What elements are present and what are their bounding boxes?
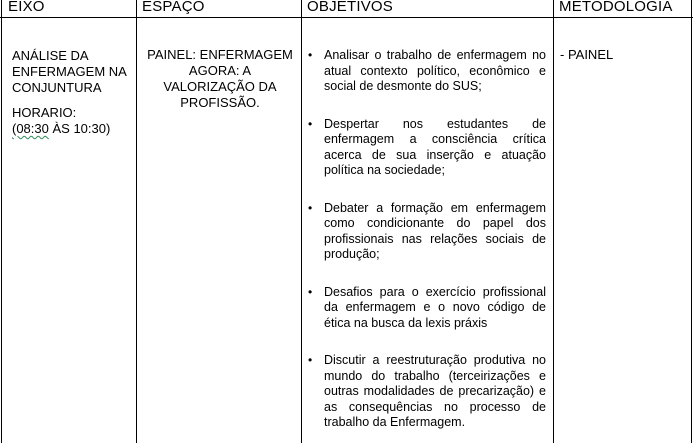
horario-label: HORARIO: [12, 105, 77, 120]
table-border-right [691, 0, 692, 443]
eixo-cell [12, 48, 132, 137]
objetivo-item: • Debater a formação em enfermagem como condicionante do papel dos profissionais nas relações sociais de produção; [306, 201, 546, 263]
eixo-title: ANÁLISE DA ENFERMAGEM NA CONJUNTURA [12, 48, 127, 95]
header-objetivos: OBJETIVOS [307, 0, 393, 15]
objetivo-item: • Discutir a reestruturação produtiva no mundo do trabalho (terceirizações e outras modalidades de precarização) e as consequências no processo de trabalho da Enfermagem. [306, 353, 546, 431]
objetivos-list [306, 48, 546, 431]
objetivo-item: • Analisar o trabalho de enfermagem no atual contexto político, econômico e social de desmonte do SUS; [306, 48, 546, 95]
header-divider [0, 17, 693, 18]
horario-start: (08:30 [12, 121, 49, 136]
header-espaco: ESPAÇO [142, 0, 205, 15]
objetivo-item: • Despertar nos estudantes de enfermagem a consciência crítica acerca de sua inserção e atuação política na sociedade; [306, 117, 546, 179]
column-divider [553, 0, 554, 443]
header-eixo: EIXO [8, 0, 45, 15]
horario-rest: ÀS 10:30) [48, 121, 111, 136]
column-divider [136, 0, 137, 443]
horario-time [12, 121, 132, 137]
objetivo-item: • Desafios para o exercício profissional da enfermagem e o novo código de ética na busca da lexis práxis [306, 285, 546, 332]
espaco-cell: PAINEL: ENFERMAGEM AGORA: A VALORIZAÇÃO DA PROFISSÃO. [147, 47, 293, 110]
metodologia-cell: - PAINEL [560, 47, 614, 62]
column-divider [301, 0, 302, 443]
header-metodologia: METODOLOGIA [559, 0, 673, 15]
table-border-left [1, 0, 2, 443]
